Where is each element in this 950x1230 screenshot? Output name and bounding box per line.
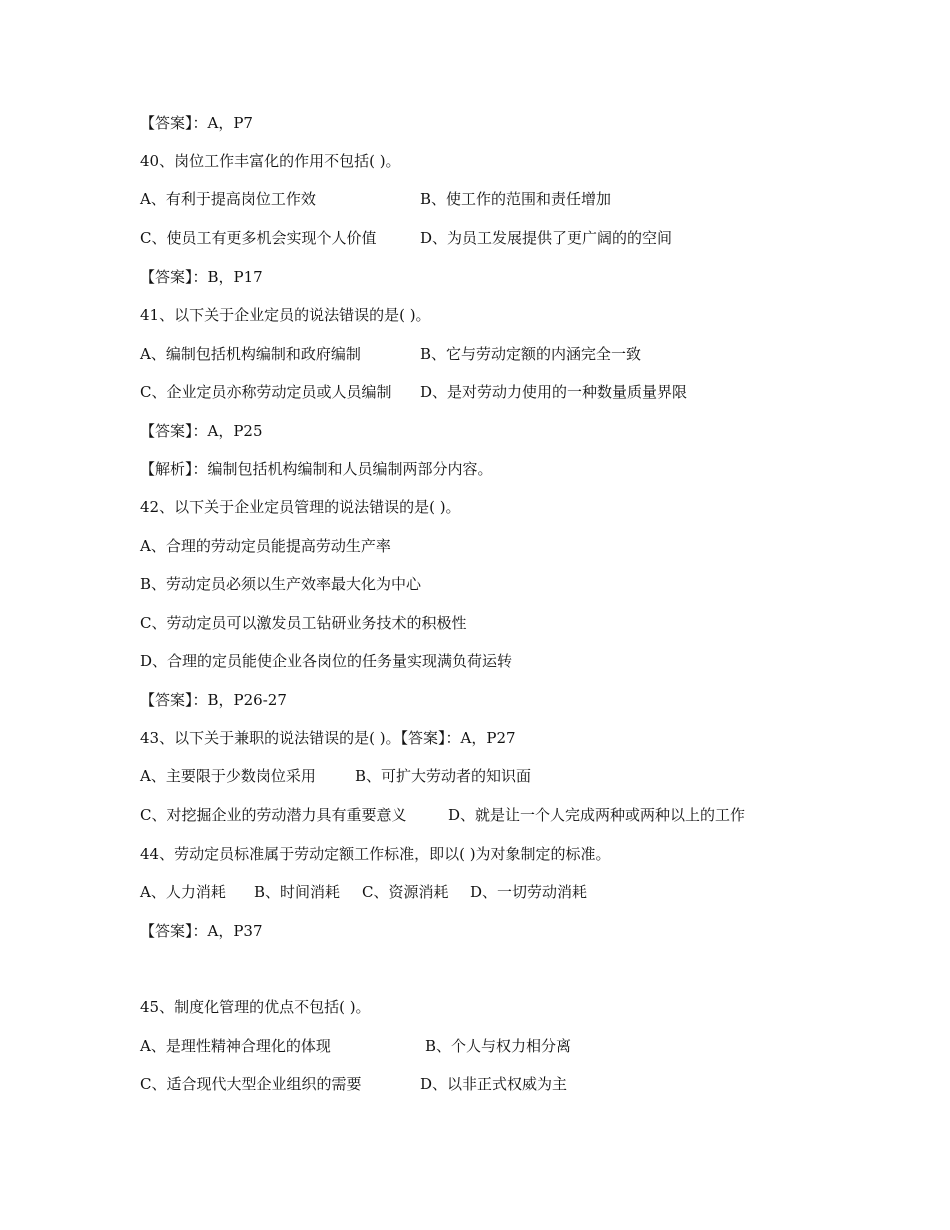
option-c: C、资源消耗: [362, 883, 449, 901]
answer-39: 【答案】：A，P7: [140, 114, 253, 132]
option-b: B、个人与权力相分离: [425, 1037, 572, 1055]
option-b: B、可扩大劳动者的知识面: [355, 767, 532, 785]
question-44: 44、劳动定员标准属于劳动定额工作标准，即以( )为对象制定的标准。: [140, 845, 611, 863]
option-d: D、一切劳动消耗: [470, 883, 588, 901]
question-42-option-b: B、劳动定员必须以生产效率最大化为中心: [140, 575, 422, 593]
question-42: 42、以下关于企业定员管理的说法错误的是( )。: [140, 498, 461, 516]
question-43: 43、以下关于兼职的说法错误的是( )。【答案】：A，P27: [140, 729, 516, 747]
option-d: D、是对劳动力使用的一种数量质量界限: [420, 383, 688, 401]
option-a: A、人力消耗: [140, 883, 226, 901]
option-b: B、使工作的范围和责任增加: [420, 190, 612, 208]
option-a: A、有利于提高岗位工作效: [140, 190, 316, 208]
question-42-option-a: A、合理的劳动定员能提高劳动生产率: [140, 537, 391, 555]
option-d: D、以非正式权威为主: [420, 1075, 568, 1093]
question-40: 40、岗位工作丰富化的作用不包括( )。: [140, 152, 401, 170]
option-c: C、适合现代大型企业组织的需要: [140, 1075, 362, 1093]
question-45: 45、制度化管理的优点不包括( )。: [140, 998, 371, 1016]
answer-44: 【答案】：A，P37: [140, 922, 263, 940]
option-d: D、为员工发展提供了更广阔的的空间: [420, 229, 673, 247]
question-41: 41、以下关于企业定员的说法错误的是( )。: [140, 306, 431, 324]
option-c: C、企业定员亦称劳动定员或人员编制: [140, 383, 392, 401]
question-42-option-d: D、合理的定员能使企业各岗位的任务量实现满负荷运转: [140, 652, 513, 670]
option-b: B、时间消耗: [254, 883, 341, 901]
question-42-option-c: C、劳动定员可以激发员工钻研业务技术的积极性: [140, 614, 467, 632]
option-a: A、编制包括机构编制和政府编制: [140, 345, 361, 363]
option-b: B、它与劳动定额的内涵完全一致: [420, 345, 642, 363]
answer-40: 【答案】：B，P17: [140, 268, 263, 286]
option-a: A、是理性精神合理化的体现: [140, 1037, 331, 1055]
option-a: A、主要限于少数岗位采用: [140, 767, 316, 785]
explanation-41: 【解析】：编制包括机构编制和人员编制两部分内容。: [140, 460, 493, 478]
option-c: C、使员工有更多机会实现个人价值: [140, 229, 377, 247]
answer-41: 【答案】：A，P25: [140, 422, 263, 440]
option-c: C、对挖掘企业的劳动潜力具有重要意义: [140, 806, 407, 824]
option-d: D、就是让一个人完成两种或两种以上的工作: [448, 806, 746, 824]
answer-42: 【答案】：B，P26-27: [140, 691, 287, 709]
